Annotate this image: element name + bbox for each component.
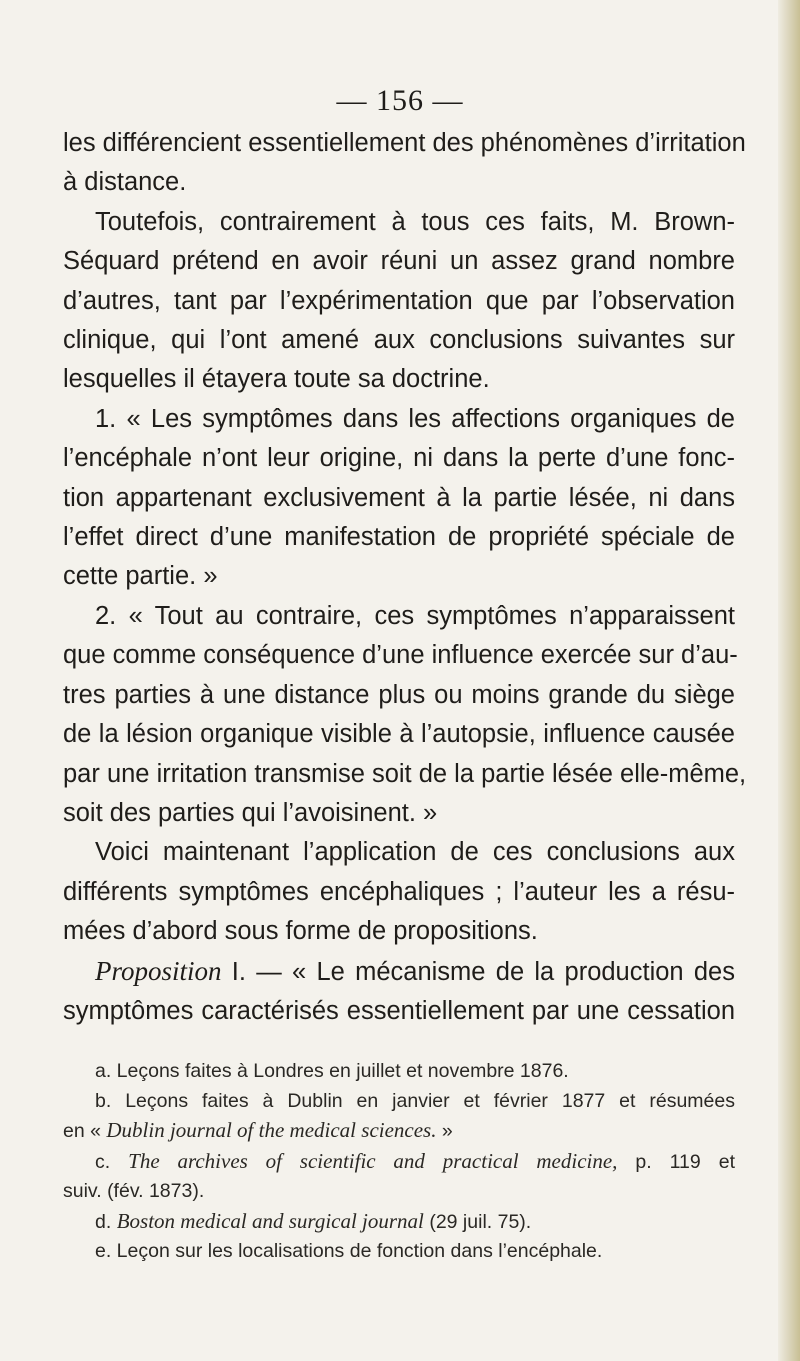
text-line: Séquard prétend en avoir réuni un assez grand nombre (63, 247, 735, 276)
proposition-text: I. — « Le mécanisme de la production des (231, 957, 735, 986)
text-line: Voici maintenant l’application de ces conclusions aux (95, 838, 735, 867)
text-line: à distance. (63, 168, 187, 197)
text-line: d’autres, tant par l’expérimentation que par l’observation (63, 286, 735, 315)
text-line: tres parties à une distance plus ou moins grande du siège (63, 680, 735, 709)
text-line: 1. « Les symptômes dans les affections organiques de (95, 404, 735, 433)
journal-title: Boston medical and surgical journal (116, 1208, 424, 1233)
journal-title: Dublin journal of the medical sciences. (106, 1118, 437, 1142)
text-line: que comme conséquence d’une influence exercée sur d’au- (63, 641, 738, 670)
footnote-e: e. Leçon sur les localisations de fonction dans l’encéphale. (95, 1240, 603, 1262)
footnote-c-cont: suiv. (fév. 1873). (63, 1180, 205, 1202)
text-line: clinique, qui l’ont amené aux conclusions suivantes sur (63, 326, 735, 355)
page-edge (778, 0, 800, 1361)
proposition-line (63, 952, 735, 992)
text-line: par une irritation transmise soit de la partie lésée elle-même, (63, 759, 747, 788)
footnote-b-cont: en « Dublin journal of the medical sciences. » (63, 1118, 453, 1142)
text-line: mées d’abord sous forme de propositions. (63, 917, 538, 946)
text-line: l’encéphale n’ont leur origine, ni dans la perte d’une fonc- (63, 444, 735, 473)
text-line: tion appartenant exclusivement à la partie lésée, ni dans (63, 483, 735, 512)
body-text (63, 124, 747, 1031)
journal-title: The archives of scientific and practical medicine, (128, 1148, 618, 1173)
text-line: symptômes caractérisés essentiellement par une cessation (63, 996, 735, 1025)
text-line: cette partie. » (63, 562, 218, 591)
text-line: 2. « Tout au contraire, ces symptômes n’apparaissent (95, 601, 735, 630)
text-line: les différencient essentiellement des phénomènes d’irritation (63, 129, 746, 157)
text-line: de la lésion organique visible à l’autopsie, influence causée (63, 720, 735, 749)
footnote-b: b. Leçons faites à Dublin en janvier et février 1877 et résumées (95, 1089, 735, 1112)
text-line: différents symptômes encéphaliques ; l’auteur les a résu- (63, 877, 735, 906)
footnotes (63, 1057, 735, 1267)
footnote-c: c. The archives of scientific and practical medicine, p. 119 et (95, 1148, 735, 1173)
proposition-label: Proposition (95, 955, 222, 986)
text-line: soit des parties qui l’avoisinent. » (63, 798, 438, 827)
text-line: Toutefois, contrairement à tous ces faits, M. Brown- (95, 207, 735, 236)
text-line: lesquelles il étayera toute sa doctrine. (63, 365, 490, 394)
footnote-a: a. Leçons faites à Londres en juillet et novembre 1876. (95, 1060, 569, 1082)
footnote-d: d. Boston medical and surgical journal (29 juil. 75). (95, 1208, 532, 1233)
text-line: l’effet direct d’une manifestation de propriété spéciale de (63, 523, 735, 552)
page-number: — 156 — (336, 84, 464, 117)
